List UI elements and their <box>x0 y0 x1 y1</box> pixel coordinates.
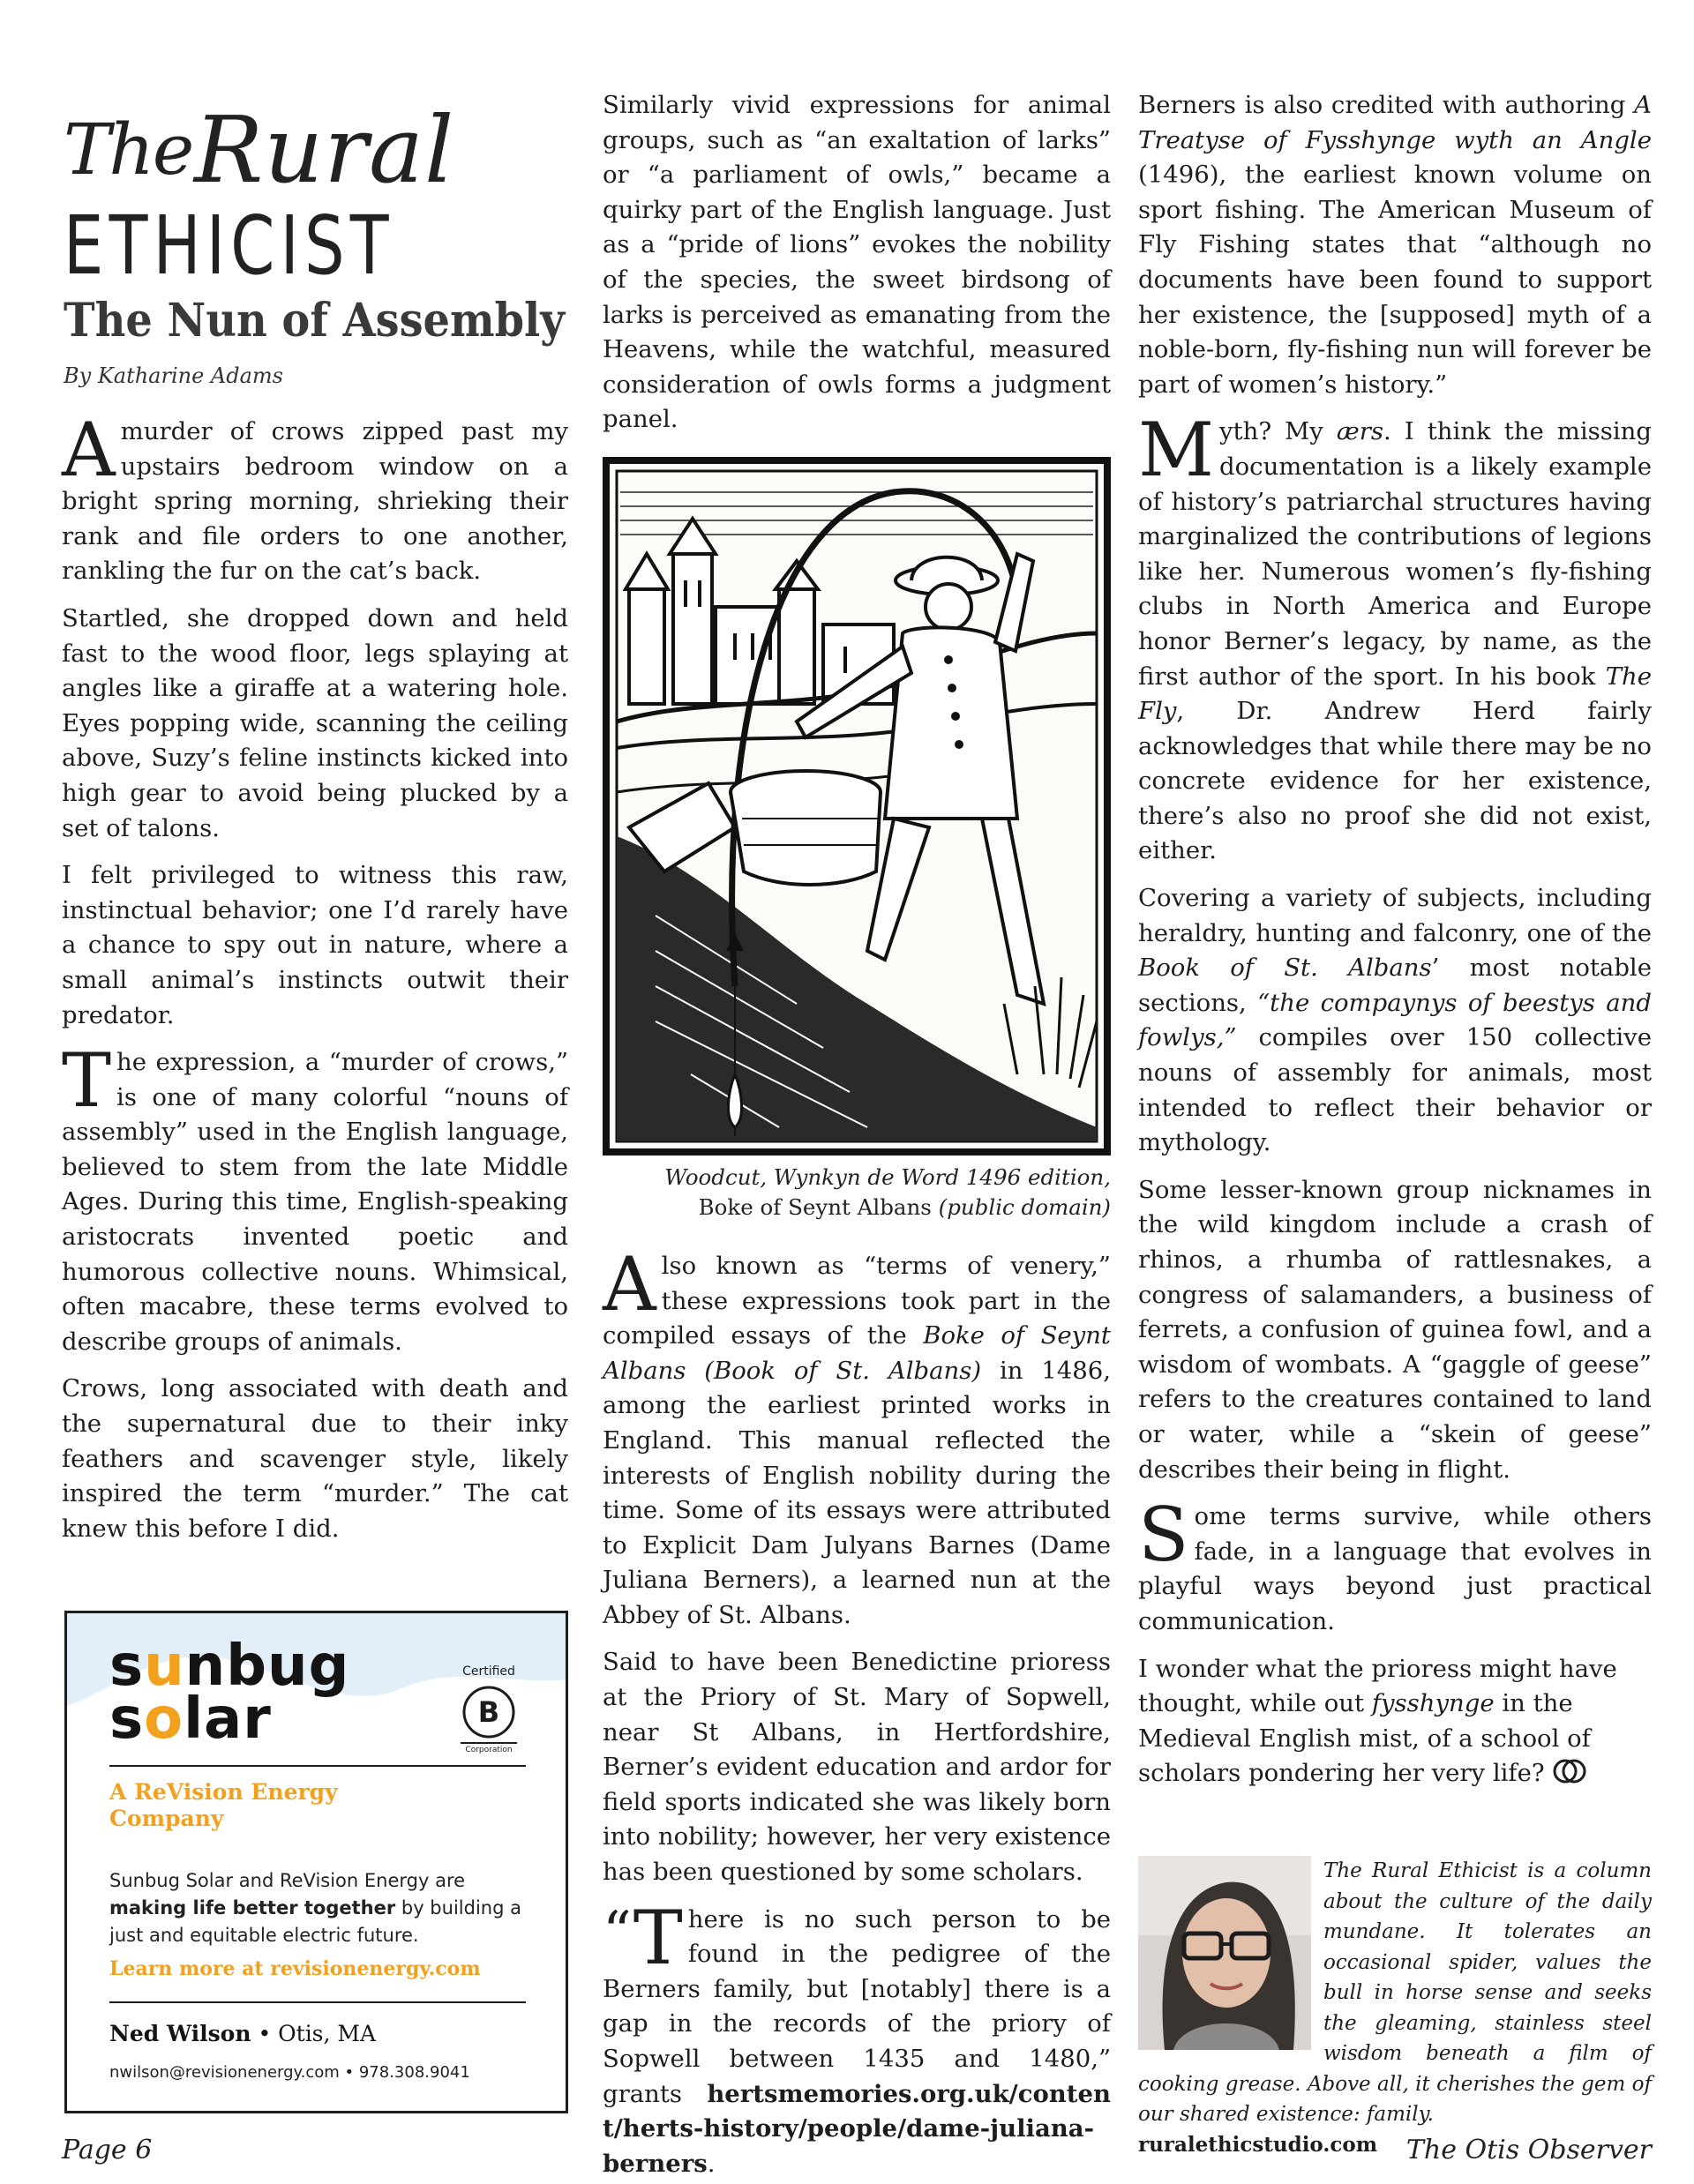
masthead-the: The <box>64 108 193 191</box>
woodcut-illustration <box>603 457 1111 1156</box>
paragraph: Similarly vivid expressions for animal groups, such as “an exaltation of larks” or “a parliament of owls,” became a quirky part of the English language. Just as a “pride of lions” evokes the nobility of the species, the sweet birdsong of larks is perceived as emanating from the Heavens, while the watchful, measured consideration of owls forms a judgment panel. <box>603 91 1111 434</box>
paragraph: Covering a variety of subjects, including heraldry, hunting and falconry, one of the Book of St. Albans’ most notable sections, “the compaynys of beestys and fowlys,” compiles over 150 collective nouns of assembly for animals, most intended to reflect their behavior or mythology. <box>1138 884 1652 1157</box>
quote-mark: “ <box>603 1899 632 1965</box>
paragraph: Also known as “terms of venery,” these expressions took part in the compiled essays of the Boke of Seynt Albans (Book of St. Albans) in 1486, among the earliest printed works in England. This manual reflected the interests of English nobility during the time. Some of its essays were attributed to Explicit Dam Julyans Barnes (Dame Juliana Berners), a learned nun at the Abbey of St. Albans. <box>603 1240 1112 1629</box>
svg-text:B: B <box>477 1695 500 1729</box>
paragraph: Said to have been Benedictine prioress at the Priory of St. Mary of Sopwell, near St Albans, in Hertfordshire, Berner’s evident education and ardor for field sports indicated she was likely born into nobility; however, her very existence has been questioned by some scholars. <box>603 1648 1111 1887</box>
paragraph: Crows, long associated with death and the supernatural due to their inky feathers and scavenger style, likely inspired the term “murder.” The cat knew this before I did. <box>62 1374 568 1543</box>
b-corp-badge: Certified B Corporation <box>448 1664 529 1754</box>
drop-cap: M <box>1138 407 1215 494</box>
ad-copy: Sunbug Solar and ReVision Energy are making life better together by building a just and equitable electric future. <box>109 1870 521 1946</box>
image-caption: Woodcut, Wynkyn de Word 1496 edition, Boke of Seynt Albans (public domain) <box>664 1163 1111 1220</box>
drop-cap: T <box>62 1037 112 1125</box>
b-corp-icon <box>461 1684 517 1740</box>
paragraph: “ T here is no such person to be found in the pedigree of the Berners family, but [notably] there is a gap in the records of the priory of Sopwell between 1435 and 1480,” grants hertsmemories.org.uk/content/herts-history/people/dame-juliana-berners. <box>603 1894 1111 2178</box>
masthead-ethicist: ETHICIST <box>64 198 394 293</box>
page-number: Page 6 <box>62 2135 153 2165</box>
woodcut-image <box>603 457 1111 1156</box>
ad-contact-name: Ned Wilson • Otis, MA <box>109 2021 377 2046</box>
sunbug-solar-logo: sunbug solar <box>109 1634 350 1752</box>
paragraph: Myth? My ærs. I think the missing documentation is a likely example of history’s patriarchal structures having marginalized the contributions of legions like her. Numerous women’s fly-fishing clubs in North America and Europe honor Berner’s legacy, by name, as the first author of the sport. In his book The Fly, Dr. Andrew Herd fairly acknowledges that while there may be no concrete evidence for her existence, there’s also no proof she did not exist, either. <box>1138 407 1653 865</box>
drop-cap: S <box>1138 1492 1189 1579</box>
masthead-rural: Rural <box>194 96 455 204</box>
drop-cap: A <box>62 407 116 493</box>
paragraph: Startled, she dropped down and held fast to the wood floor, legs splaying at angles like a giraffe at a watering hole. Eyes popping wide, scanning the ceiling above, Suzy’s feline instincts kicked into high gear to avoid being plucked by a set of talons. <box>62 603 568 842</box>
advertisement[interactable] <box>64 1611 568 2113</box>
paragraph: I felt privileged to witness this raw, instinctual behavior; one I’d rarely have a chance to spy out in nature, where a small animal’s instincts outwit their predator. <box>62 861 568 1029</box>
column-3 <box>1138 88 1652 1804</box>
drop-cap: A <box>603 1240 656 1328</box>
paragraph: Some lesser-known group nicknames in the wild kingdom include a crash of rhinos, a rhumba of rattlesnakes, a congress of salamanders, a business of ferrets, a confusion of guinea fowl, and a wisdom of wombats. A “gaggle of geese” refers to the creatures contained to land or water, while a “skein of geese” describes their being in flight. <box>1138 1175 1652 1484</box>
byline: By Katharine Adams <box>64 363 283 388</box>
paragraph: Amurder of crows zipped past my upstairs bedroom window on a bright spring morning, shrieking their rank and file orders to one another, rankling the fur on the cat’s back. <box>62 407 568 586</box>
author-website-link[interactable]: ruralethicstudio.com <box>1138 2132 1378 2157</box>
ad-company: A ReVision Energy Company <box>109 1779 338 1831</box>
end-mark-icon <box>1552 1758 1587 1784</box>
divider <box>109 2001 526 2003</box>
paragraph: The expression, a “murder of crows,” is one of many colorful “nouns of assembly” used in the English language, believed to stem from the late Middle Ages. During this time, English-speaking aristocrats invented poetic and humorous collective nouns. Whimsical, often macabre, these terms evolved to describe groups of animals. <box>62 1037 568 1356</box>
masthead <box>62 88 568 388</box>
article-title: The Nun of Assembly <box>64 294 566 348</box>
paragraph: I wonder what the prioress might have thought, while out fysshynge in the Medieval English mist, of a school of scholars pondering her very life? <box>1138 1654 1617 1788</box>
ad-learn-more-link[interactable]: Learn more at revisionenergy.com <box>109 1957 481 1980</box>
column-2 <box>603 88 1111 2184</box>
paragraph: Some terms survive, while others fade, in a language that evolves in playful ways beyond just practical communication. <box>1138 1492 1652 1635</box>
ad-contact-info: nwilson@revisionenergy.com • 978.308.9041 <box>109 2063 470 2082</box>
author-bio: The Rural Ethicist is a column about the culture of the daily mundane. It tolerates an occasional spider, values the bull in horse sense and seeks the gleaming, stainless steel wisdom beneath a film of cooking grease. Above all, it cherishes the gem of our shared existence: family. ruralethicstudio.com <box>1138 1856 1652 2160</box>
paragraph: Berners is also credited with authoring A Treatyse of Fysshynge wyth an Angle (1496), the earliest known volume on sport fishing. The American Museum of Fly Fishing states that “although no documents have been found to support her existence, the [supposed] myth of a noble-born, fly-fishing nun will forever be part of women’s history.” <box>1138 91 1652 399</box>
column-1 <box>62 88 568 1559</box>
divider <box>109 1765 526 1767</box>
source-link[interactable]: hertsmemories.org.uk/content/herts-history/people/dame-juliana-berners <box>603 2079 1111 2178</box>
drop-cap: T <box>633 1894 683 1981</box>
publication-name: The Otis Observer <box>1405 2135 1652 2165</box>
